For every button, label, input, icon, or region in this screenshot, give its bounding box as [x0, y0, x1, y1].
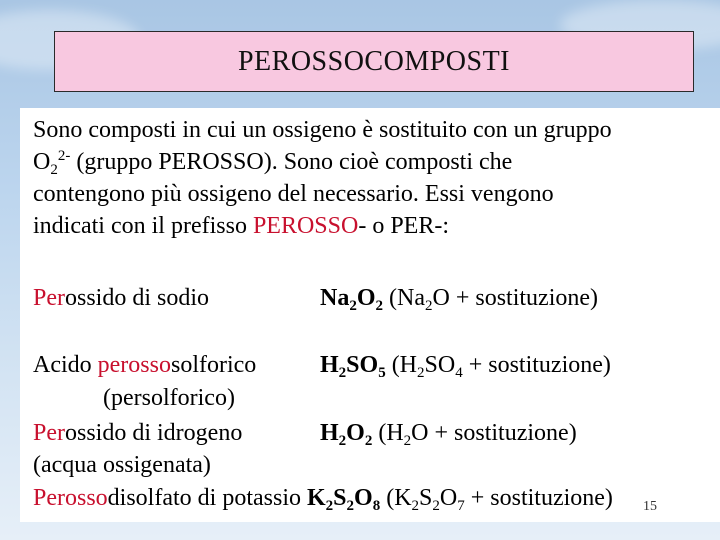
- slide-title: PEROSSOCOMPOSTI: [237, 45, 511, 77]
- slide-number: 15: [643, 499, 657, 514]
- item-perossodisolfato: Perossodisolfato di potassio $K_2S_2O_8$ ($K_2S_2O_7$ + sostituzione): [33, 485, 613, 514]
- item-perossido-sodio-name: Perossido di sodio: [33, 285, 210, 311]
- item-perossido-idrogeno-name: Perossido di idrogeno: [33, 420, 243, 446]
- intro-line-4: indicati con il prefisso PEROSSO- o PER-:: [33, 213, 449, 239]
- item-acido-name: Acido perossosolforico: [33, 352, 257, 378]
- intro-line-2: $O_2^{2-}$ (gruppo PEROSSO). Sono cioè composti che: [33, 148, 513, 178]
- item-perossido-idrogeno-alt: (acqua ossigenata): [33, 452, 211, 478]
- content-panel: [20, 108, 720, 522]
- intro-line-3: contengono più ossigeno del necessario. Essi vengono: [33, 181, 554, 207]
- title-box: [54, 31, 694, 92]
- intro-line-1: Sono composti in cui un ossigeno è sostituito con un gruppo: [33, 117, 612, 143]
- item-acido-formula: $H_2SO_5$ ($H_2SO_4$ + sostituzione): [320, 352, 611, 381]
- item-perossido-sodio-formula: $Na_2O_2$ ($Na_2O$ + sostituzione): [320, 285, 599, 314]
- item-acido-alt: (persolforico): [103, 385, 235, 411]
- item-perossido-idrogeno-formula: $H_2O_2$ ($H_2O$ + sostituzione): [320, 420, 577, 449]
